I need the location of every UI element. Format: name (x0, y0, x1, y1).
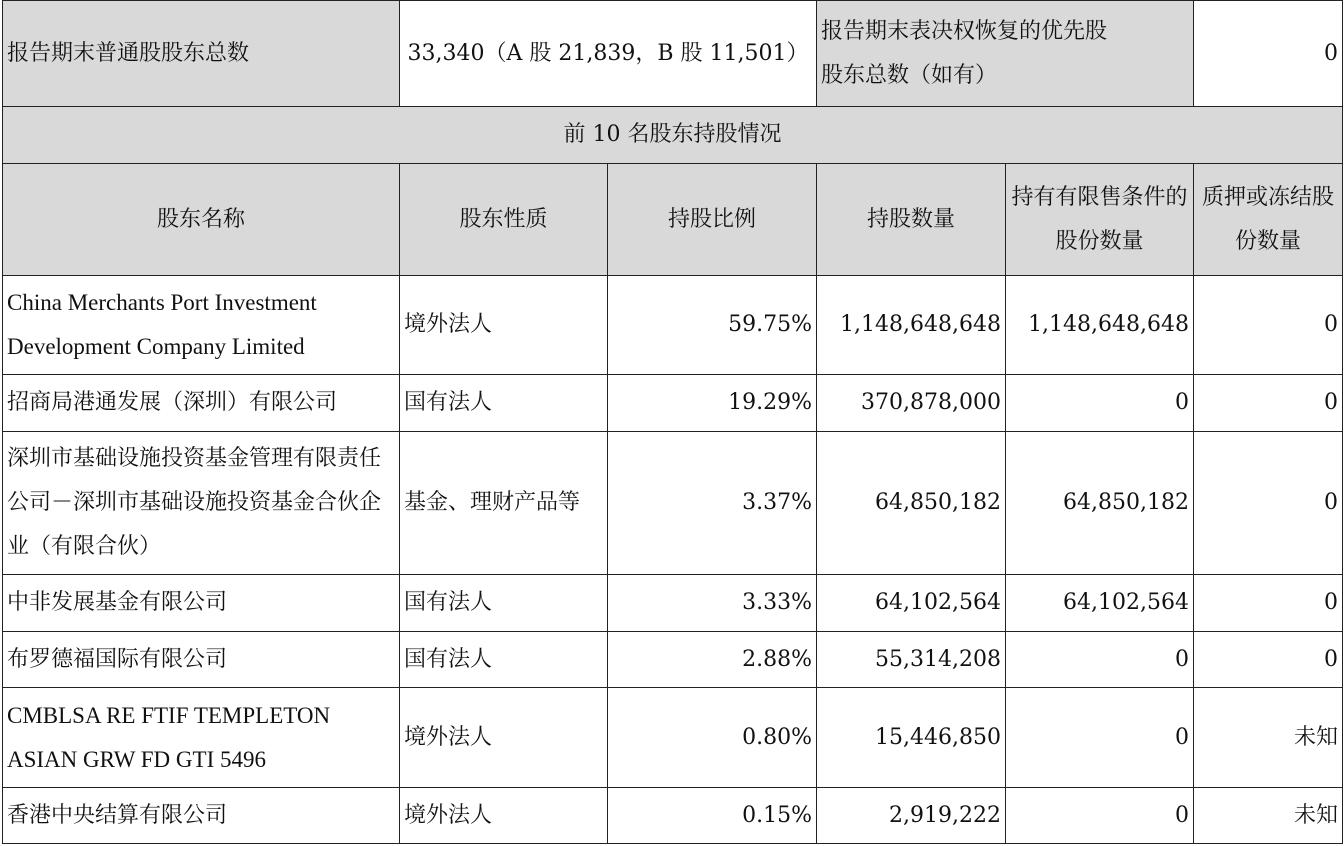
header-row (3, 164, 1343, 276)
holder-quantity: 15,446,850 (817, 688, 1006, 788)
header-nature: 股东性质 (400, 164, 608, 276)
header-pledged: 质押或冻结股份数量 (1194, 164, 1343, 276)
holder-restricted: 64,850,182 (1006, 432, 1194, 575)
holder-pledged: 0 (1194, 375, 1343, 432)
holder-pledged: 0 (1194, 432, 1343, 575)
holder-nature: 国有法人 (400, 375, 608, 432)
table-row (3, 632, 1343, 688)
shareholder-table (2, 0, 1343, 844)
holder-nature: 国有法人 (400, 575, 608, 632)
table-row (3, 575, 1343, 632)
holder-name: China Merchants Port Investment Development Company Limited (3, 276, 400, 375)
holder-restricted: 64,102,564 (1006, 575, 1194, 632)
section-title-row (3, 107, 1343, 164)
table-row (3, 432, 1343, 575)
holder-nature: 境外法人 (400, 788, 608, 844)
holder-ratio: 0.80% (608, 688, 817, 788)
holder-pledged: 0 (1194, 632, 1343, 688)
table-row (3, 788, 1343, 844)
holder-restricted: 0 (1006, 375, 1194, 432)
holder-ratio: 59.75% (608, 276, 817, 375)
holder-ratio: 3.37% (608, 432, 817, 575)
table-row (3, 276, 1343, 375)
holder-quantity: 64,102,564 (817, 575, 1006, 632)
pref-holders-value: 0 (1194, 1, 1343, 107)
summary-row (3, 1, 1343, 107)
holder-restricted: 0 (1006, 632, 1194, 688)
holder-name: 深圳市基础设施投资基金管理有限责任公司－深圳市基础设施投资基金合伙企业（有限合伙） (3, 432, 400, 575)
holder-quantity: 370,878,000 (817, 375, 1006, 432)
holder-nature: 境外法人 (400, 688, 608, 788)
holder-quantity: 1,148,648,648 (817, 276, 1006, 375)
holder-name: 布罗德福国际有限公司 (3, 632, 400, 688)
holder-restricted: 0 (1006, 688, 1194, 788)
holder-ratio: 2.88% (608, 632, 817, 688)
holder-quantity: 55,314,208 (817, 632, 1006, 688)
pref-holders-label: 报告期末表决权恢复的优先股股东总数（如有） (817, 1, 1194, 107)
section-title: 前 10 名股东持股情况 (3, 107, 1343, 164)
holder-pledged: 0 (1194, 575, 1343, 632)
total-holders-value: 33,340（A 股 21,839，B 股 11,501） (400, 1, 817, 107)
holder-nature: 境外法人 (400, 276, 608, 375)
header-restricted: 持有有限售条件的股份数量 (1006, 164, 1194, 276)
holder-pledged: 0 (1194, 276, 1343, 375)
holder-restricted: 1,148,648,648 (1006, 276, 1194, 375)
holder-name: CMBLSA RE FTIF TEMPLETON ASIAN GRW FD GTI 5496 (3, 688, 400, 788)
holder-ratio: 19.29% (608, 375, 817, 432)
holder-name: 招商局港通发展（深圳）有限公司 (3, 375, 400, 432)
holder-quantity: 2,919,222 (817, 788, 1006, 844)
holder-ratio: 0.15% (608, 788, 817, 844)
holder-nature: 国有法人 (400, 632, 608, 688)
header-quantity: 持股数量 (817, 164, 1006, 276)
header-name: 股东名称 (3, 164, 400, 276)
holder-pledged: 未知 (1194, 688, 1343, 788)
table-row (3, 375, 1343, 432)
total-holders-label: 报告期末普通股股东总数 (3, 1, 400, 107)
table-row (3, 688, 1343, 788)
header-ratio: 持股比例 (608, 164, 817, 276)
holder-restricted: 0 (1006, 788, 1194, 844)
holder-quantity: 64,850,182 (817, 432, 1006, 575)
holder-name: 香港中央结算有限公司 (3, 788, 400, 844)
holder-name: 中非发展基金有限公司 (3, 575, 400, 632)
holder-ratio: 3.33% (608, 575, 817, 632)
holder-nature: 基金、理财产品等 (400, 432, 608, 575)
holder-pledged: 未知 (1194, 788, 1343, 844)
